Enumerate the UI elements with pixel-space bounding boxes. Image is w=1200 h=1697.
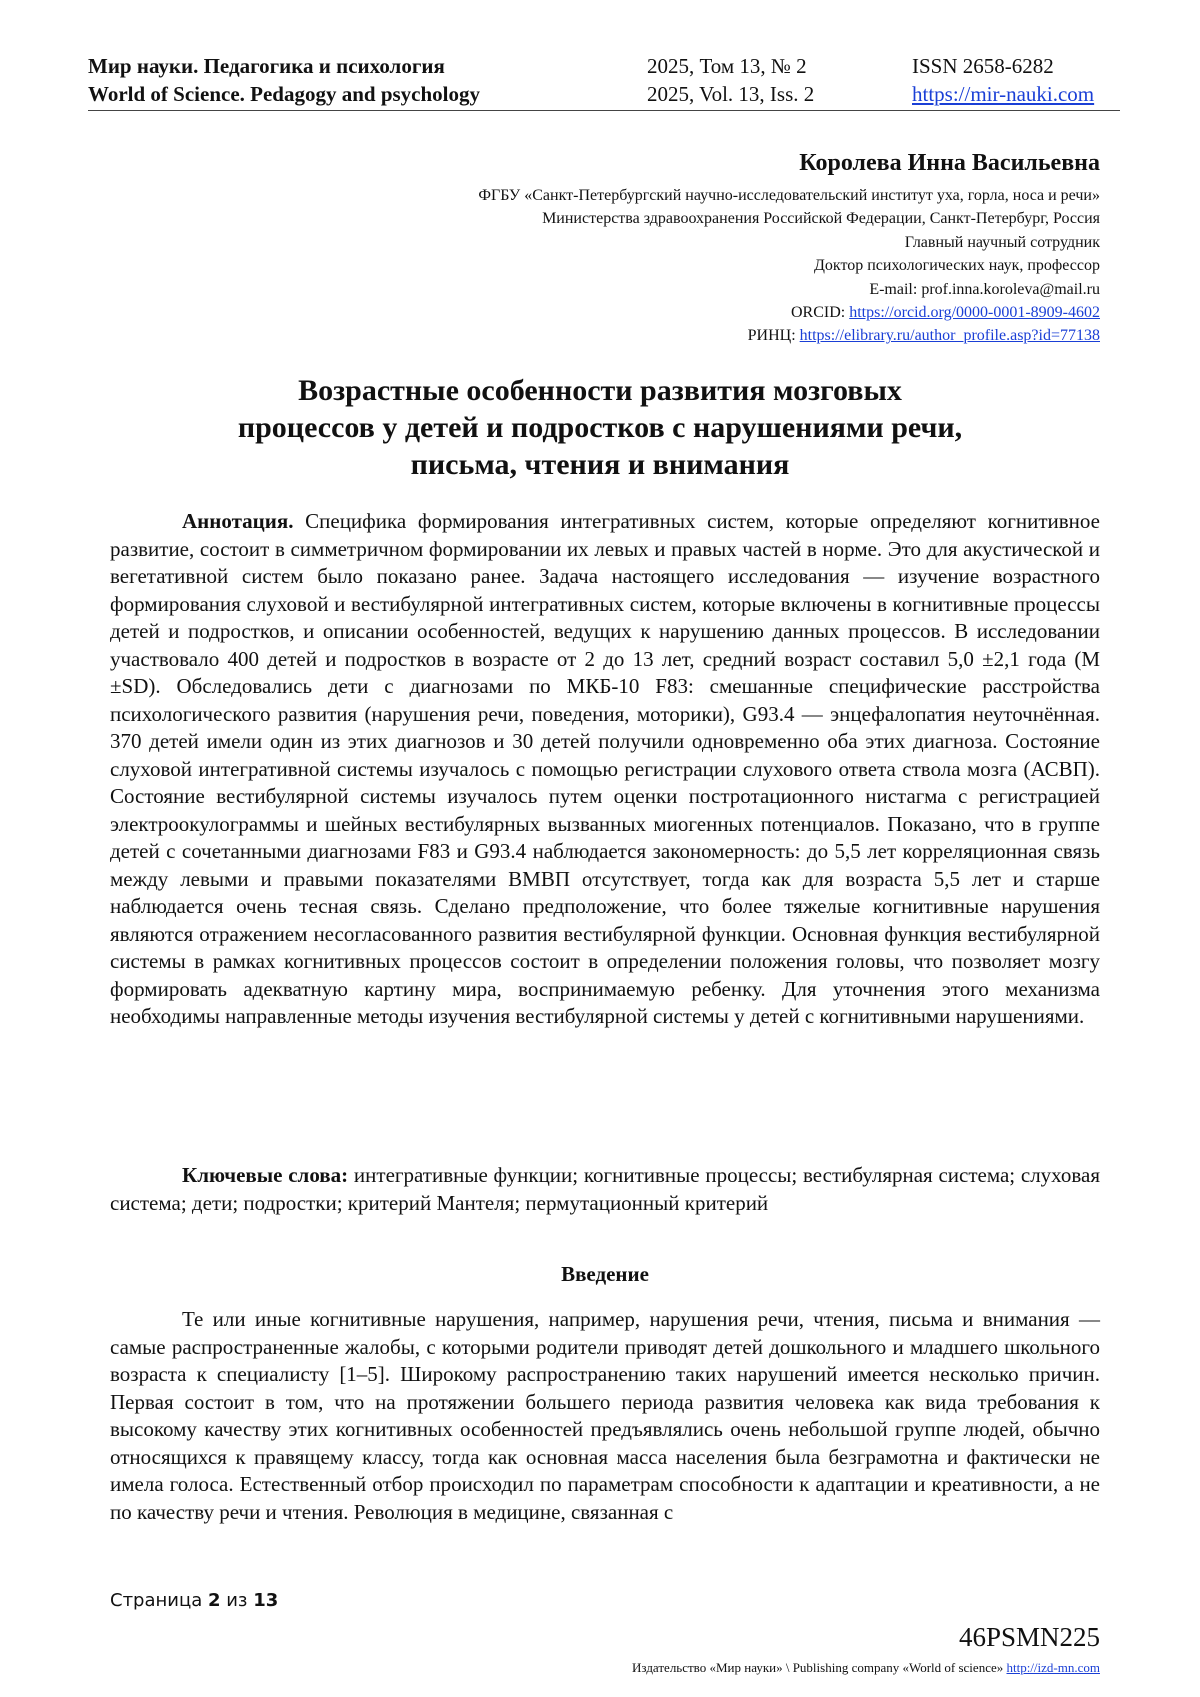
abstract-label: Аннотация. — [182, 509, 294, 533]
journal-name-ru: Мир науки. Педагогика и психология — [88, 54, 445, 78]
journal-name — [88, 52, 480, 108]
abstract-text: Специфика формирования интегративных систем, которые определяют когнитивное развитие, состоит в симметричном формировании их левых и правых частей в норме. Это для акустической и вегетативной систем было показано ранее. Задача настоящего исследования — изучение возрастного формирования слуховой и вестибулярной интегративных систем, которые включены в когнитивные процессы детей и подростков, и описании особенностей, ведущих к нарушению данных процессов. В исследовании участвовало 400 детей и подростков в возрасте от 2 до 13 лет, средний возраст составил 5,0 ±2,1 года (M ±SD). Обследовались дети с диагнозами по МКБ-10 F83: смешанные специфические расстройства психологического развития (нарушения речи, поведения, моторики), G93.4 — энцефалопатия неуточнённая. 370 детей имели один из этих диагнозов и 30 детей получили одновременно оба этих диагноза. Состояние слуховой интегративной системы изучалось с помощью регистрации слухового ответа ствола мозга (АСВП). Состояние вестибулярной системы изучалось путем оценки постротационного нистагма с регистрацией электроокулограммы и шейных вестибулярных вызванных миогенных потенциалов. Показано, что в группе детей с сочетанными диагнозами F83 и G93.4 наблюдается закономерность: до 5,5 лет корреляционная связь между левыми и правыми показателями ВМВП отсутствует, тогда как для возраста 5,5 лет и старше наблюдается очень тесная связь. Сделано предположение, что более тяжелые когнитивные нарушения являются отражением несогласованного развития вестибулярной функции. Основная функция вестибулярной системы в рамках когнитивных процессов состоит в определении положения головы, что позволяет мозгу формировать адекватную картину мира, воспринимаемую ребенку. Для уточнения этого механизма необходимы направленные методы изучения вестибулярной системы у детей с когнитивными нарушениями. — [110, 509, 1100, 1028]
intro-paragraph: Те или иные когнитивные нарушения, например, нарушения речи, чтения, письма и внимания — самые распространенные жалобы, с которыми родители приводят детей дошкольного и младшего школьного возраста к специалисту [1–5]. Широкому распространению таких нарушений имеется несколько причин. Первая состоит в том, что на протяжении большего периода развития человека как вида требования к высокому качеству этих когнитивных особенностей предъявлялись очень небольшой группе людей, обычно относящихся к правящему классу, тогда как основная масса населения была безграмотна и фактически не имела голоса. Естественный отбор происходил по параметрам способности к адаптации и креативности, а не по качеству речи и чтения. Революция в медицине, связанная с — [110, 1307, 1100, 1524]
intro-heading: Введение — [561, 1262, 649, 1286]
author-org-line2: Министерства здравоохранения Российской Федерации, Санкт-Петербург, Россия — [542, 210, 1100, 228]
author-org-line1: ФГБУ «Санкт-Петербургский научно-исследовательский институт уха, горла, носа и речи» — [478, 187, 1100, 204]
article-code: 46PSMN225 — [958, 1622, 1100, 1652]
issue-ru: 2025, Том 13, № 2 — [647, 54, 807, 78]
orcid-label: ORCID: — [790, 304, 850, 322]
issn: ISSN 2658-6282 — [912, 54, 1054, 78]
author-rinc — [478, 324, 1100, 347]
keywords-label: Ключевые слова: — [182, 1163, 349, 1187]
author-email: E-mail: prof.inna.koroleva@mail.ru — [869, 280, 1100, 298]
author-position: Главный научный сотрудник — [904, 233, 1100, 251]
author-degree: Доктор психологических наук, профессор — [813, 257, 1100, 275]
author-name: Королева Инна Васильевна — [799, 150, 1100, 176]
issue-info — [647, 52, 814, 108]
rinc-label: РИНЦ: — [747, 327, 800, 345]
journal-name-en: World of Science. Pedagogy and psychology — [88, 82, 481, 106]
abstract-paragraph — [110, 508, 1100, 1031]
author-orcid — [478, 301, 1100, 324]
title-line-1: Возрастные особенности развития мозговых — [298, 374, 902, 407]
publisher-link[interactable]: http://izd-mn.com — [1006, 1660, 1100, 1675]
orcid-link[interactable]: https://orcid.org/0000-0001-8909-4602 — [849, 304, 1100, 322]
keywords-text: интегративные функции; когнитивные процессы; вестибулярная система; слуховая система; дети; подростки; критерий Мантеля; пермутационный критерий — [110, 1163, 1101, 1215]
page-prefix: Страница — [110, 1590, 208, 1611]
article-title — [100, 372, 1100, 483]
keywords-paragraph — [110, 1162, 1100, 1217]
title-line-2: процессов у детей и подростков с нарушениями речи, — [237, 411, 963, 444]
publisher-text: Издательство «Мир науки» \ Publishing company «World of science» — [632, 1660, 1007, 1675]
journal-site-link[interactable]: https://mir-nauki.com — [912, 82, 1095, 106]
title-line-3: письма, чтения и внимания — [410, 448, 790, 481]
issue-en: 2025, Vol. 13, Iss. 2 — [647, 82, 815, 106]
page-counter — [110, 1590, 278, 1611]
issn-block — [912, 52, 1094, 108]
rinc-link[interactable]: https://elibrary.ru/author_profile.asp?id=77138 — [799, 327, 1100, 345]
publisher-line — [632, 1660, 1100, 1676]
journal-header — [88, 52, 1120, 111]
author-block — [478, 146, 1100, 348]
page-total: 13 — [253, 1590, 279, 1611]
page-current: 2 — [207, 1590, 221, 1611]
page-sep: из — [220, 1590, 254, 1611]
